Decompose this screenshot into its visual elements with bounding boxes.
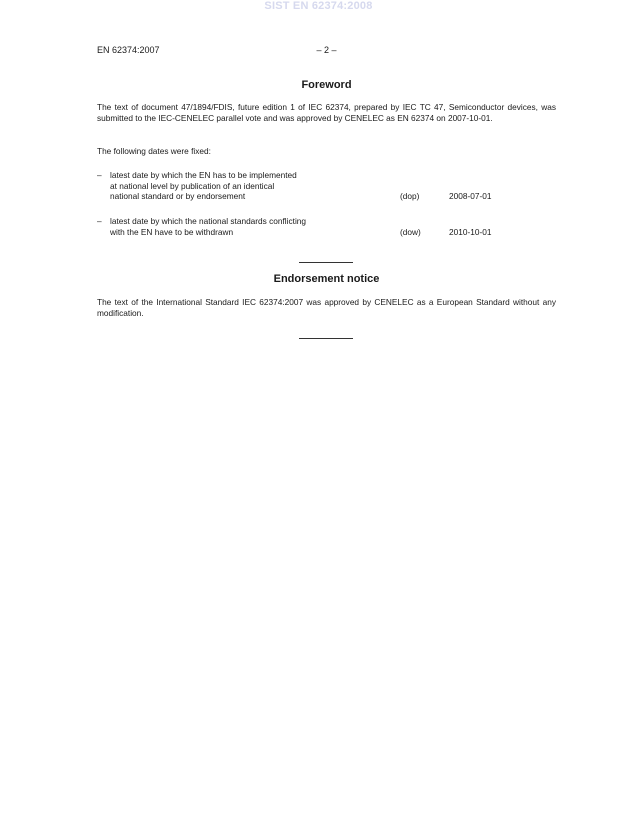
endorsement-title: Endorsement notice (273, 273, 380, 285)
list-dash: – (97, 170, 102, 180)
list-item-line: at national level by publication of an identical (110, 180, 275, 191)
date-value: 2008-07-01 (449, 191, 492, 201)
date-code: (dow) (400, 226, 421, 237)
dates-intro: The following dates were fixed: (97, 146, 211, 156)
date-code: (dop) (400, 191, 420, 201)
list-item-line: with the EN have to be withdrawn (110, 226, 234, 237)
list-item-line: latest date by which the national standards conflicting (110, 216, 307, 226)
endorsement-paragraph: The text of the International Standard IEC 62374:2007 was approved by CENELEC as a European Standard without any modification. (97, 297, 556, 318)
foreword-paragraph: The text of document 47/1894/FDIS, future edition 1 of IEC 62374, prepared by IEC TC 47, Semiconductor devices, was submitted to the IEC-CENELEC parallel vote and was approved by CENELEC as EN 62374 on 2007-10-01. (97, 102, 556, 123)
foreword-title: Foreword (301, 79, 352, 91)
section-divider (299, 262, 353, 263)
list-item-line: latest date by which the EN has to be implemented (110, 170, 297, 180)
watermark: SIST EN 62374:2008 (264, 0, 373, 12)
end-divider (299, 338, 353, 339)
list-dash: – (97, 216, 102, 226)
document-id: EN 62374:2007 (97, 45, 160, 55)
date-value: 2010-10-01 (449, 226, 492, 237)
page-number: – 2 – (316, 45, 337, 55)
list-item-line: national standard or by endorsement (110, 191, 246, 201)
